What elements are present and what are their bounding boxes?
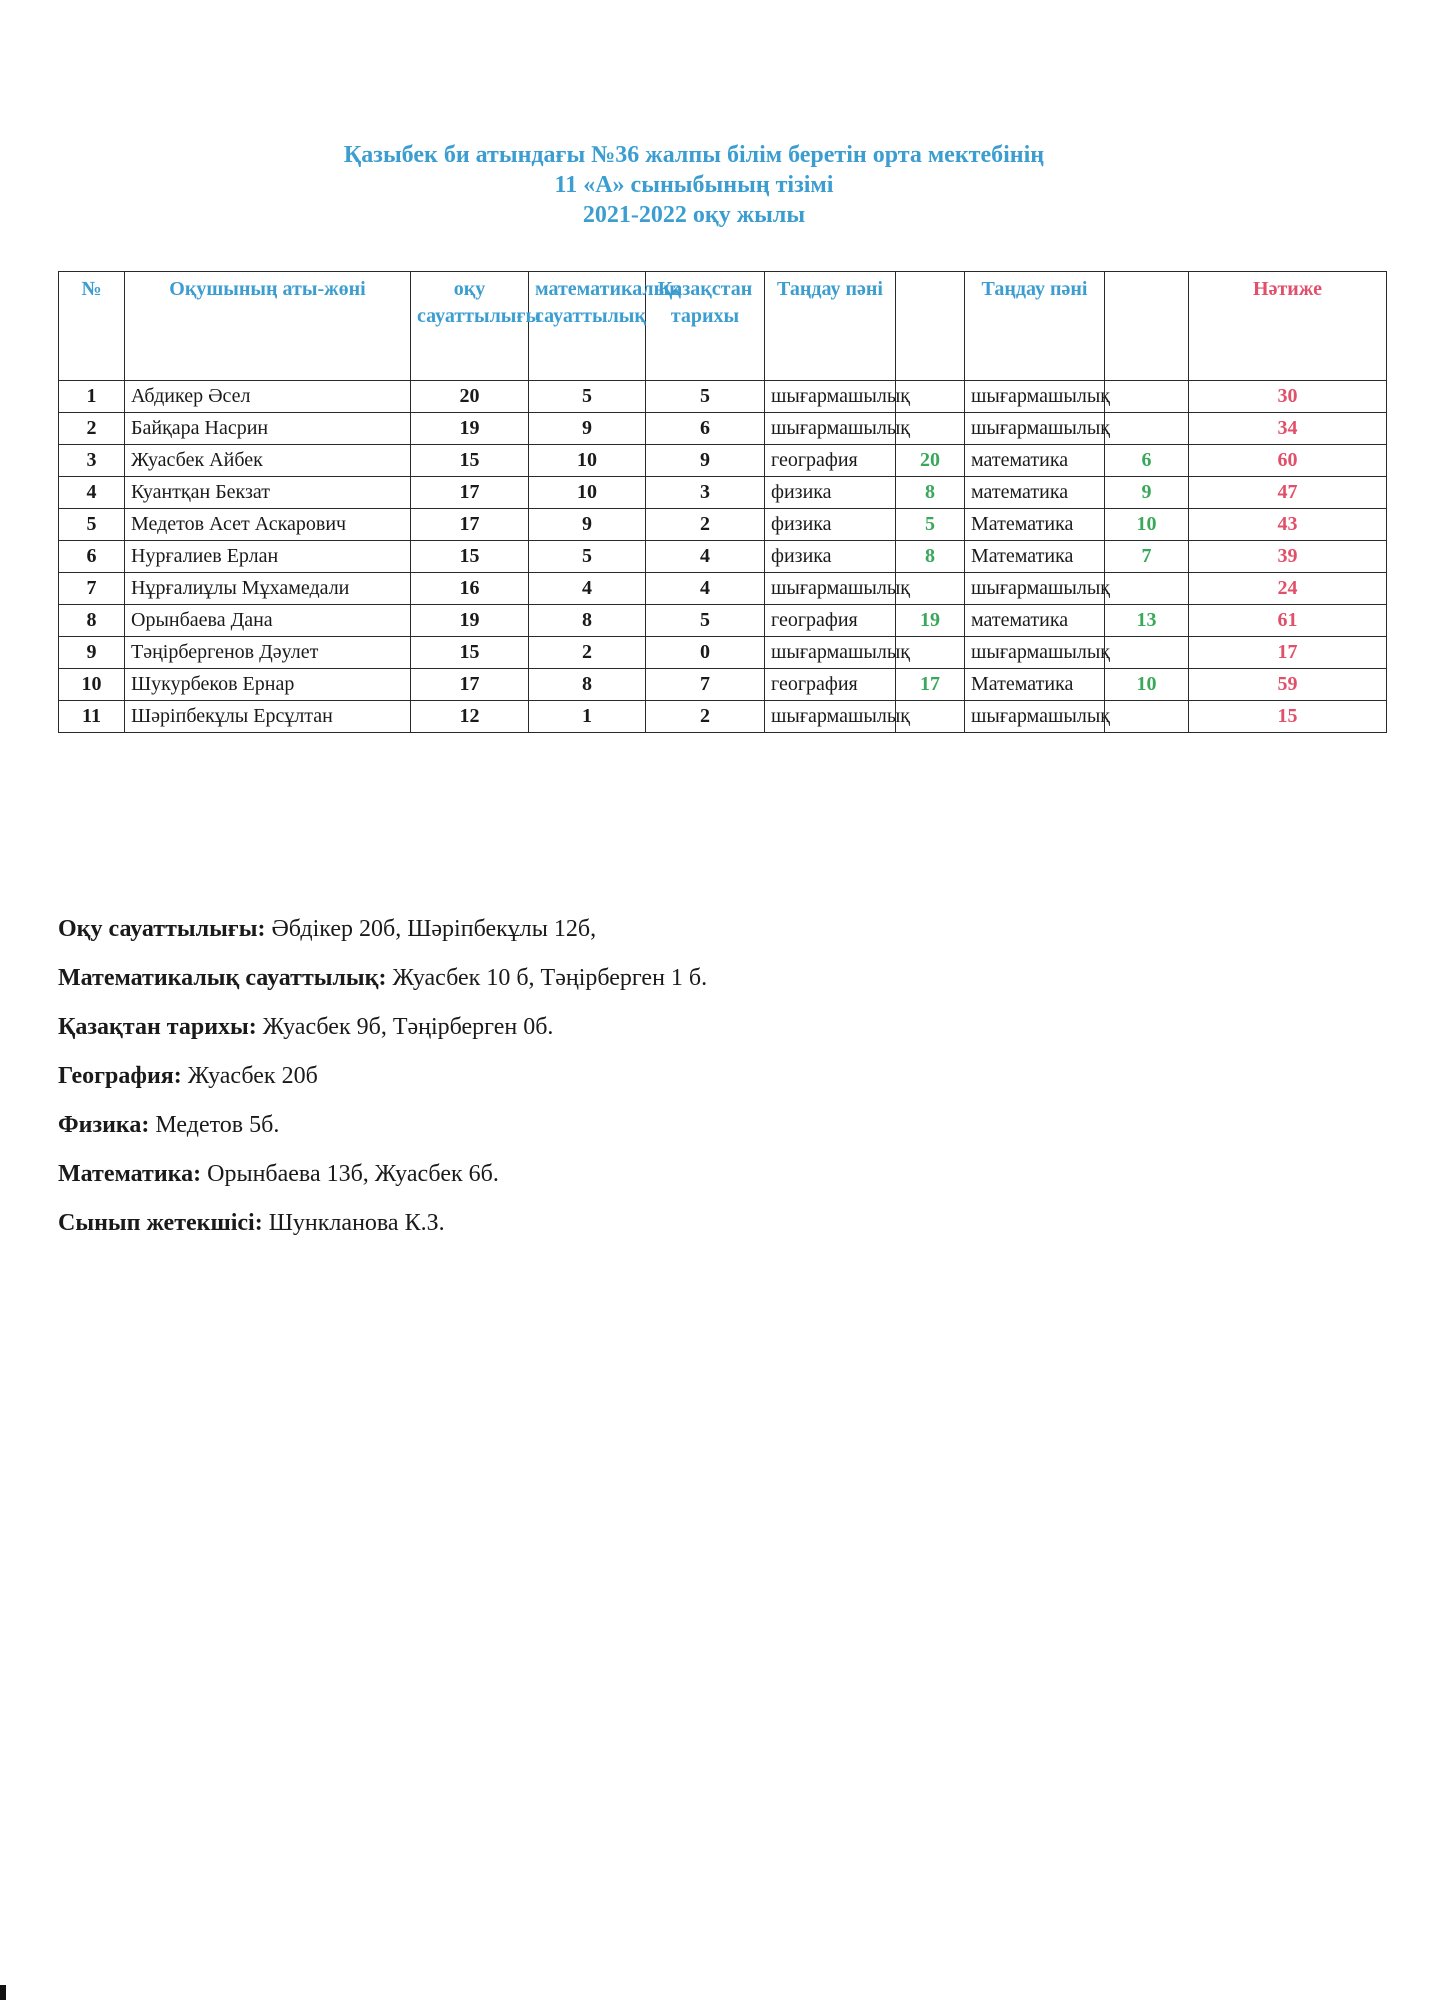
reading-score: 12 [411, 701, 529, 733]
elective-2-subject: шығармашылық [965, 381, 1105, 413]
elective-1-subject: шығармашылық [765, 381, 896, 413]
reading-score: 15 [411, 637, 529, 669]
table-row [59, 573, 1387, 605]
row-number: 8 [59, 605, 125, 637]
result-total: 30 [1189, 381, 1387, 413]
math-literacy-score: 10 [529, 477, 646, 509]
row-number: 1 [59, 381, 125, 413]
student-name: Медетов Асет Аскарович [125, 509, 411, 541]
reading-score: 19 [411, 605, 529, 637]
header-elective-2-score [1105, 272, 1189, 381]
table-row [59, 413, 1387, 445]
elective-2-score: 10 [1105, 509, 1189, 541]
math-literacy-score: 8 [529, 605, 646, 637]
math-literacy-score: 9 [529, 413, 646, 445]
student-name: Жуасбек Айбек [125, 445, 411, 477]
title-line-school: Қазыбек би атындағы №36 жалпы білім беретін орта мектебінің [343, 142, 1045, 168]
elective-1-subject: шығармашылық [765, 413, 896, 445]
scan-edge-mark [0, 1985, 6, 2000]
header-number: № [59, 272, 125, 381]
header-reading-literacy: оқу сауаттылығы [411, 272, 529, 381]
note-reading: Оқу сауаттылығы: Әбдікер 20б, Шәріпбекұлы 12б, [58, 916, 597, 942]
result-total: 34 [1189, 413, 1387, 445]
elective-2-score [1105, 637, 1189, 669]
elective-2-subject: Математика [965, 509, 1105, 541]
table-row [59, 541, 1387, 573]
elective-2-subject: Математика [965, 541, 1105, 573]
note-class-teacher: Сынып жетекшісі: Шункланова К.З. [58, 1210, 445, 1236]
result-total: 60 [1189, 445, 1387, 477]
elective-1-subject: физика [765, 541, 896, 573]
row-number: 2 [59, 413, 125, 445]
math-literacy-score: 10 [529, 445, 646, 477]
elective-1-score: 8 [896, 477, 965, 509]
history-score: 9 [646, 445, 765, 477]
elective-2-subject: математика [965, 445, 1105, 477]
elective-2-score [1105, 701, 1189, 733]
math-literacy-score: 2 [529, 637, 646, 669]
elective-2-subject: математика [965, 605, 1105, 637]
elective-1-subject: шығармашылық [765, 573, 896, 605]
student-name: Байқара Насрин [125, 413, 411, 445]
result-total: 61 [1189, 605, 1387, 637]
student-name: Куантқан Бекзат [125, 477, 411, 509]
elective-1-score: 5 [896, 509, 965, 541]
history-score: 6 [646, 413, 765, 445]
summary-notes [58, 905, 1358, 1248]
header-result: Нәтиже [1189, 272, 1387, 381]
reading-score: 17 [411, 509, 529, 541]
table-row [59, 445, 1387, 477]
student-name: Нурғалиев Ерлан [125, 541, 411, 573]
elective-2-score [1105, 413, 1189, 445]
student-name: Нұрғалиұлы Мұхамедали [125, 573, 411, 605]
history-score: 7 [646, 669, 765, 701]
table-row [59, 637, 1387, 669]
row-number: 3 [59, 445, 125, 477]
student-name: Тәңірбергенов Дәулет [125, 637, 411, 669]
elective-2-score [1105, 381, 1189, 413]
result-total: 47 [1189, 477, 1387, 509]
note-geography: География: Жуасбек 20б [58, 1063, 318, 1089]
history-score: 5 [646, 605, 765, 637]
result-total: 43 [1189, 509, 1387, 541]
elective-1-score: 20 [896, 445, 965, 477]
document-title [0, 140, 1388, 230]
table-row [59, 669, 1387, 701]
math-literacy-score: 8 [529, 669, 646, 701]
elective-1-subject: шығармашылық [765, 701, 896, 733]
result-total: 39 [1189, 541, 1387, 573]
elective-1-score: 19 [896, 605, 965, 637]
math-literacy-score: 5 [529, 541, 646, 573]
header-math-literacy: математикалық сауаттылық [529, 272, 646, 381]
student-name: Шәріпбекұлы Ерсұлтан [125, 701, 411, 733]
note-physics: Физика: Медетов 5б. [58, 1112, 280, 1138]
row-number: 4 [59, 477, 125, 509]
header-kazakhstan-history: Қазақстан тарихы [646, 272, 765, 381]
history-score: 3 [646, 477, 765, 509]
title-line-class: 11 «А» сыныбының тізімі [554, 172, 834, 198]
title-line-year: 2021-2022 оқу жылы [582, 202, 806, 228]
math-literacy-score: 1 [529, 701, 646, 733]
result-total: 15 [1189, 701, 1387, 733]
note-math-literacy: Математикалық сауаттылық: Жуасбек 10 б, Тәңірберген 1 б. [58, 965, 708, 991]
reading-score: 20 [411, 381, 529, 413]
elective-2-subject: Математика [965, 669, 1105, 701]
history-score: 4 [646, 541, 765, 573]
elective-1-subject: география [765, 605, 896, 637]
elective-1-subject: физика [765, 509, 896, 541]
math-literacy-score: 4 [529, 573, 646, 605]
elective-2-score: 9 [1105, 477, 1189, 509]
reading-score: 16 [411, 573, 529, 605]
elective-1-score: 8 [896, 541, 965, 573]
header-student-name: Оқушының аты-жөні [125, 272, 411, 381]
elective-2-score: 10 [1105, 669, 1189, 701]
elective-1-subject: география [765, 669, 896, 701]
elective-2-score: 7 [1105, 541, 1189, 573]
table-row [59, 701, 1387, 733]
elective-2-subject: шығармашылық [965, 637, 1105, 669]
reading-score: 17 [411, 669, 529, 701]
result-total: 17 [1189, 637, 1387, 669]
elective-2-subject: математика [965, 477, 1105, 509]
table-header-row [59, 272, 1387, 381]
elective-1-subject: физика [765, 477, 896, 509]
elective-2-score: 6 [1105, 445, 1189, 477]
elective-2-score [1105, 573, 1189, 605]
math-literacy-score: 5 [529, 381, 646, 413]
header-elective-2: Таңдау пәні [965, 272, 1105, 381]
student-results-table [58, 271, 1387, 733]
history-score: 0 [646, 637, 765, 669]
reading-score: 15 [411, 445, 529, 477]
result-total: 59 [1189, 669, 1387, 701]
history-score: 2 [646, 509, 765, 541]
row-number: 9 [59, 637, 125, 669]
history-score: 4 [646, 573, 765, 605]
note-mathematics: Математика: Орынбаева 13б, Жуасбек 6б. [58, 1161, 499, 1187]
header-elective-1-score [896, 272, 965, 381]
elective-2-subject: шығармашылық [965, 413, 1105, 445]
table-row [59, 509, 1387, 541]
history-score: 5 [646, 381, 765, 413]
elective-2-subject: шығармашылық [965, 573, 1105, 605]
row-number: 11 [59, 701, 125, 733]
math-literacy-score: 9 [529, 509, 646, 541]
elective-2-score: 13 [1105, 605, 1189, 637]
elective-1-subject: география [765, 445, 896, 477]
row-number: 5 [59, 509, 125, 541]
elective-1-subject: шығармашылық [765, 637, 896, 669]
elective-1-score: 17 [896, 669, 965, 701]
reading-score: 19 [411, 413, 529, 445]
reading-score: 17 [411, 477, 529, 509]
header-elective-1: Таңдау пәні [765, 272, 896, 381]
student-name: Абдикер Әсел [125, 381, 411, 413]
student-name: Орынбаева Дана [125, 605, 411, 637]
result-total: 24 [1189, 573, 1387, 605]
note-history: Қазақтан тарихы: Жуасбек 9б, Тәңірберген 0б. [58, 1014, 554, 1040]
table-row [59, 605, 1387, 637]
table-row [59, 477, 1387, 509]
row-number: 10 [59, 669, 125, 701]
history-score: 2 [646, 701, 765, 733]
table-row [59, 381, 1387, 413]
elective-2-subject: шығармашылық [965, 701, 1105, 733]
student-name: Шукурбеков Ернар [125, 669, 411, 701]
reading-score: 15 [411, 541, 529, 573]
row-number: 7 [59, 573, 125, 605]
row-number: 6 [59, 541, 125, 573]
